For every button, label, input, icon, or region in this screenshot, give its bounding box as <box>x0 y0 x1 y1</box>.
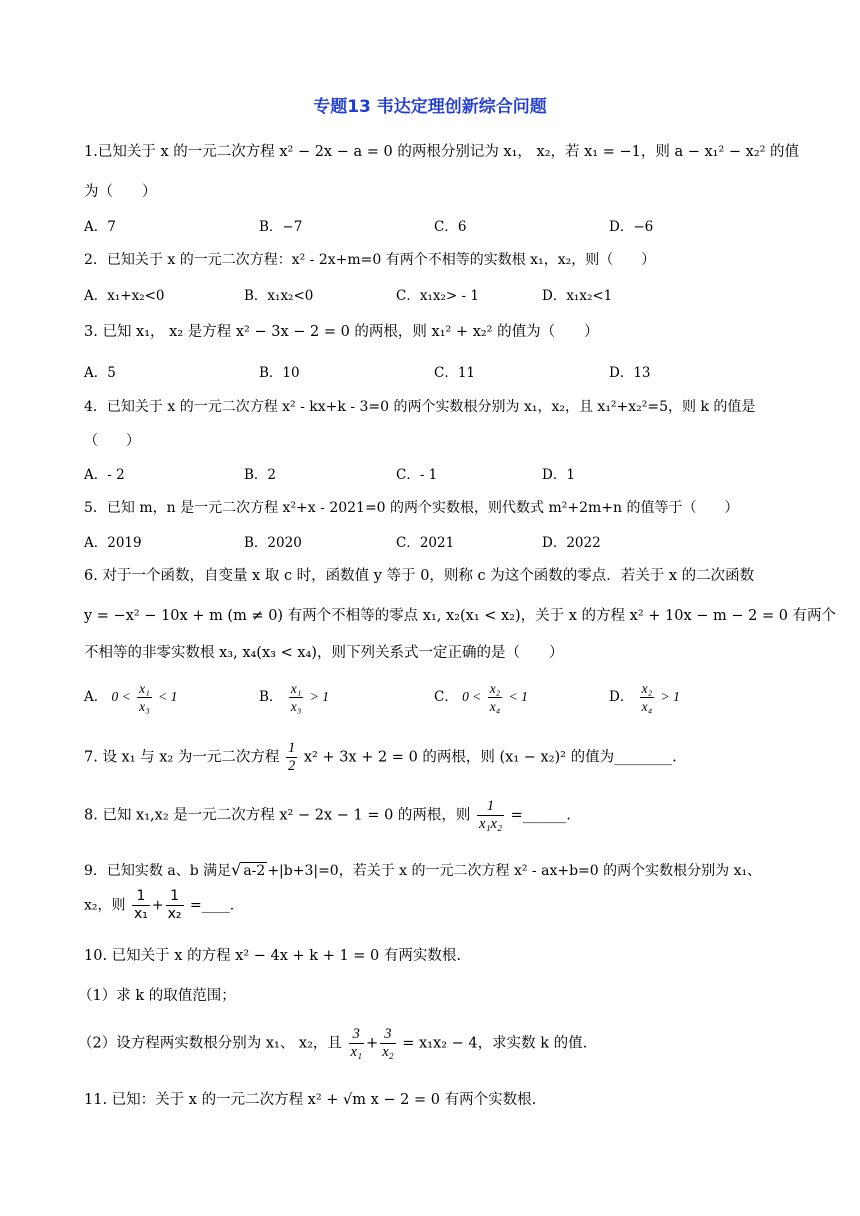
option-c: C． 0 < $\frac{\text{x₂}}{\text{x₄}}$ < 1 <box>434 681 528 714</box>
option-a: A．2019 <box>84 535 142 551</box>
option-d: D．2022 <box>542 535 601 551</box>
question-6-stem: 6. 对于一个函数，自变量 x 取 c 时，函数值 y 等于 0，则称 c 为这个函数的零点．若关于 x 的二次函数 <box>84 568 755 584</box>
option-d: D．−6 <box>609 219 654 235</box>
fraction: $\frac{\text{x₂}}{\text{x₄}}$ <box>489 681 501 714</box>
option-a: A．5 <box>84 365 116 381</box>
option-b: B．10 <box>259 365 300 381</box>
option-a: A．7 <box>84 219 116 235</box>
option-c: C．11 <box>434 365 476 381</box>
option-c: C．- 1 <box>396 467 438 483</box>
question-11-stem: 11. 已知：关于 x 的一元二次方程 x² + √m x − 2 = 0 有两个实数根. <box>84 1092 537 1108</box>
question-10-part-2: （2）设方程两实数根分别为 x₁、 x₂，且 $\frac{3}{\text{x₁}}$ + $\frac{3}{\text{x₂}}$ = x₁x₂ − 4，求实数 k 的值. <box>78 1026 588 1060</box>
option-c: C．2021 <box>396 535 455 551</box>
question-4-stem: 4．已知关于 x 的一元二次方程 x² - kx+k - 3=0 的两个实数根分别为 x₁，x₂，且 x₁²+x₂²=5，则 k 的值是 <box>84 399 756 415</box>
fraction: $\frac{1}{\text{x₁x₂}}$ <box>479 798 502 832</box>
question-6-options <box>84 680 784 726</box>
option-b: B． $\frac{\text{x₁}}{\text{x₃}}$ > 1 <box>259 681 329 714</box>
question-1-stem-cont: 为（ ） <box>84 184 157 200</box>
question-4-stem-cont: （ ） <box>84 433 140 449</box>
question-9-stem-cont: x₂，则 $\frac{1}{\text{x₁}}$ + $\frac{1}{\text{x₂}}$ =____. <box>84 888 235 922</box>
fraction: $\frac{1}{2}$ <box>287 740 296 774</box>
page-title: 专题13 韦达定理创新综合问题 <box>313 97 547 117</box>
question-5-stem: 5．已知 m，n 是一元二次方程 x²+x - 2021=0 的两个实数根，则代数式 m²+2m+n 的值等于（ ） <box>84 500 739 516</box>
option-d: D．13 <box>609 365 651 381</box>
option-b: B．x₁x₂<0 <box>244 288 314 304</box>
option-a: A． 0 < $\frac{\text{x₁}}{\text{x₃}}$ < 1 <box>84 681 178 714</box>
option-a: A．x₁+x₂<0 <box>84 288 165 304</box>
fraction: $\frac{3}{\text{x₂}}$ <box>382 1026 394 1060</box>
question-8: 8. 已知 x₁,x₂ 是一元二次方程 x² − 2x − 1 = 0 的两根，则 $\frac{1}{\text{x₁x₂}}$ =______. <box>84 798 571 832</box>
option-c: C．x₁x₂> - 1 <box>396 288 479 304</box>
option-b: B．2020 <box>244 535 302 551</box>
question-2-stem: 2．已知关于 x 的一元二次方程：x² - 2x+m=0 有两个不相等的实数根 x₁，x₂，则（ ） <box>84 252 656 268</box>
option-c: C．6 <box>434 219 467 235</box>
question-6-stem-cont: y = −x² − 10x + m (m ≠ 0) 有两个不相等的零点 x₁, x₂(x₁ < x₂)，关于 x 的方程 x² + 10x − m − 2 = 0 有两个 <box>84 608 837 624</box>
fraction: $\frac{\text{x₁}}{\text{x₃}}$ <box>290 681 302 714</box>
question-7: 7. 设 x₁ 与 x₂ 为一元二次方程 $\frac{1}{2}$ x² + 3x + 2 = 0 的两根，则 (x₁ − x₂)² 的值为________. <box>84 740 677 774</box>
option-a: A．- 2 <box>84 467 125 483</box>
fraction: $\frac{3}{\text{x₁}}$ <box>350 1026 363 1060</box>
fraction: $\frac{\text{x₂}}{\text{x₄}}$ <box>641 681 653 714</box>
fraction: $\frac{1}{\text{x₁}}$ <box>133 888 148 922</box>
option-d: D．x₁x₂<1 <box>542 288 613 304</box>
option-b: B．−7 <box>259 219 303 235</box>
option-d: D．1 <box>542 467 575 483</box>
question-10-part-1: （1）求 k 的取值范围； <box>78 988 236 1004</box>
option-b: B．2 <box>244 467 277 483</box>
question-3-stem: 3. 已知 x₁， x₂ 是方程 x² − 3x − 2 = 0 的两根，则 x₁² + x₂² 的值为（ ） <box>84 324 599 340</box>
question-9-stem: 9．已知实数 a、b 满足√ a-2 +|b+3|=0，若关于 x 的一元二次方程 x² - ax+b=0 的两个实数根分别为 x₁、 <box>84 860 762 879</box>
option-d: D． $\frac{\text{x₂}}{\text{x₄}}$ > 1 <box>609 681 680 714</box>
question-6-stem-cont-2: 不相等的非零实数根 x₃, x₄(x₃ < x₄)，则下列关系式一定正确的是（ ） <box>84 645 564 661</box>
question-1-stem: 1.已知关于 x 的一元二次方程 x² − 2x − a = 0 的两根分别记为 x₁， x₂，若 x₁ = −1，则 a − x₁² − x₂² 的值 <box>84 144 800 160</box>
fraction: $\frac{1}{\text{x₂}}$ <box>167 888 182 922</box>
question-10-stem: 10. 已知关于 x 的方程 x² − 4x + k + 1 = 0 有两实数根. <box>84 948 461 964</box>
fraction: $\frac{\text{x₁}}{\text{x₃}}$ <box>139 681 150 714</box>
